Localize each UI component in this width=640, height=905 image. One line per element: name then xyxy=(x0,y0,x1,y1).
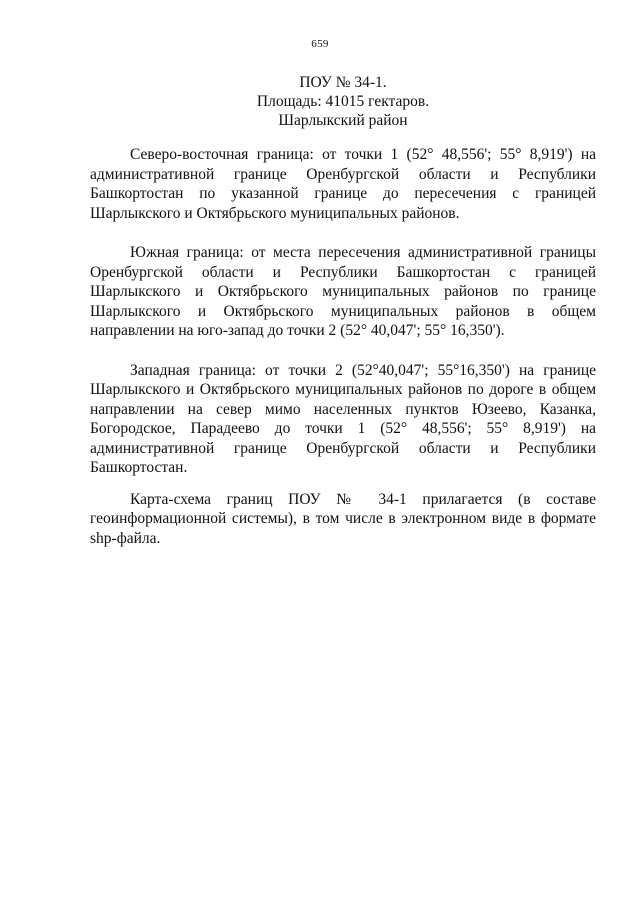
northeast-border-paragraph: Северо-восточная граница: от точки 1 (52° 48,556'; 55° 8,919') на административной границе Оренбургской области и Республики Башкортостан по указанной границе до пересечения с границей Шарлыкского и Октябрьского муниципальных районов. xyxy=(90,146,596,222)
area-line: Площадь: 41015 гектаров. xyxy=(256,93,430,110)
district-line: Шарлыкский район xyxy=(278,112,408,129)
document-header xyxy=(90,73,596,130)
page-number: 659 xyxy=(311,38,329,50)
document-title: ПОУ № 34-1. xyxy=(299,74,387,91)
west-border-paragraph: Западная граница: от точки 2 (52°40,047'; 55°16,350') на границе Шарлыкского и Октябрьского муниципальных районов по дороге в общем направлении на север мимо населенных пунктов Юзеево, Казанка, Богородское, Парадеево до точки 1 (52° 48,556'; 55° 8,919') на административной границе Оренбургской области и Республики Башкортостан. xyxy=(90,361,596,476)
document-body xyxy=(90,145,596,568)
south-border-paragraph: Южная граница: от места пересечения административной границы Оренбургской области и Республики Башкортостан с границей Шарлыкского и Октябрьского муниципальных районов по границе Шарлыкского и Октябрьского муниципальных районов в общем направлении на юго-запад до точки 2 (52° 40,047'; 55° 16,350'). xyxy=(90,244,596,339)
map-scheme-paragraph: Карта-схема границ ПОУ № 34-1 прилагается (в составе геоинформационной системы), в том числе в электронном виде в формате shp-файла. xyxy=(90,490,596,547)
